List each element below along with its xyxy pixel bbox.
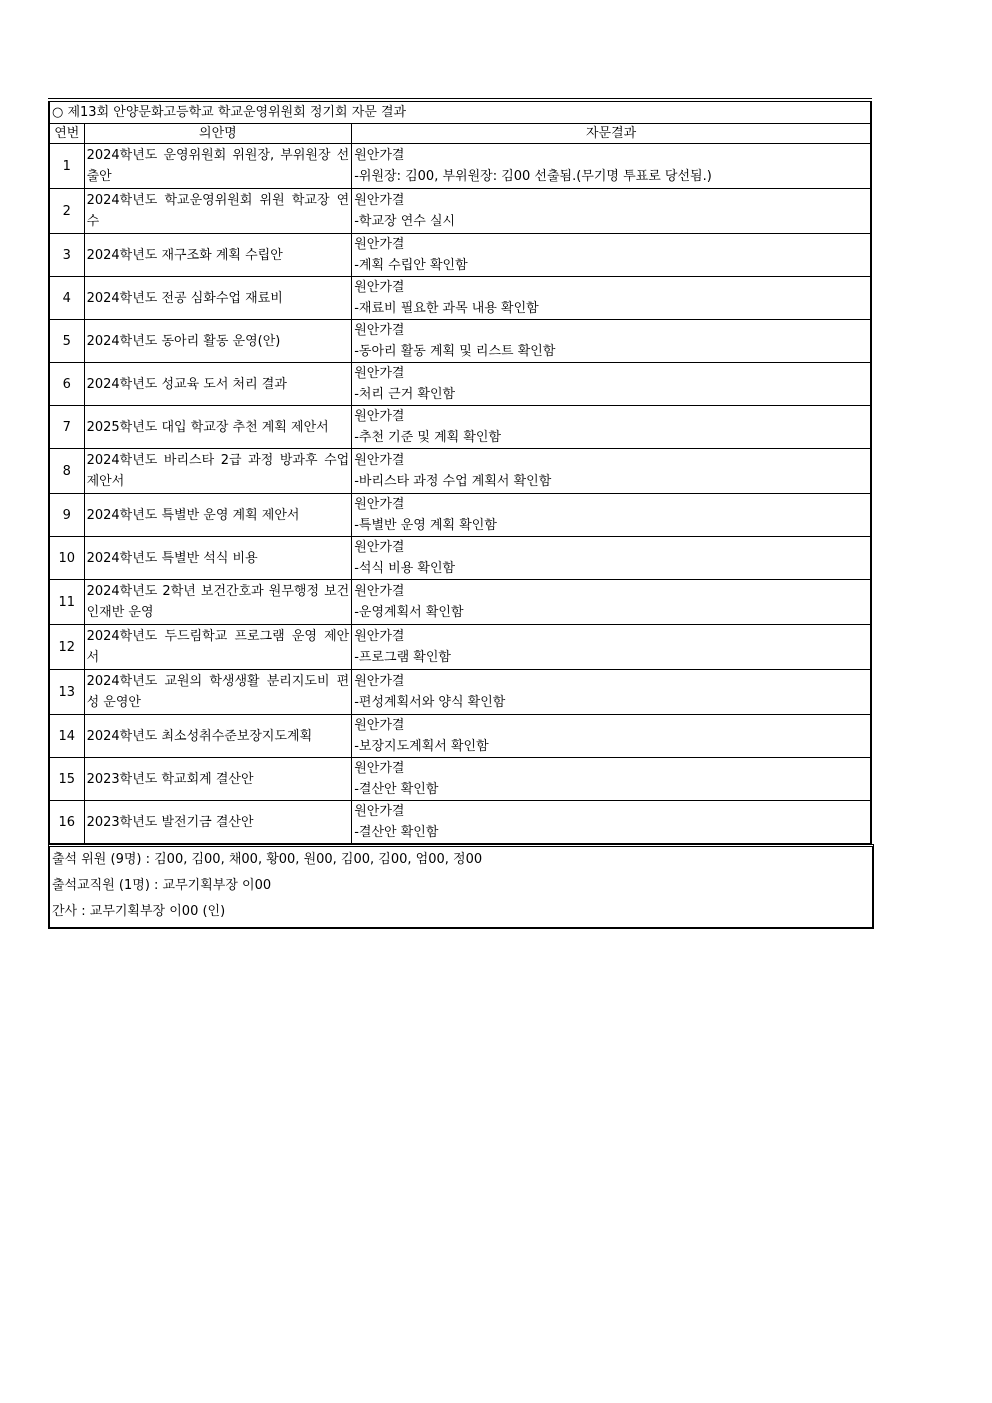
- result-verdict: 원안가결: [354, 540, 405, 555]
- result-cell: [352, 670, 871, 715]
- result-verdict: 원안가결: [354, 804, 405, 819]
- result-detail: -재료비 필요한 과목 내용 확인함: [354, 301, 539, 316]
- agenda-name: 2023학년도 학교회계 결산안: [84, 758, 352, 801]
- table-row: [49, 580, 871, 625]
- result-verdict: 원안가결: [354, 584, 405, 599]
- row-number: 9: [49, 494, 84, 537]
- result-detail: -계획 수립안 확인함: [354, 258, 468, 273]
- result-verdict: 원안가결: [354, 497, 405, 512]
- result-detail: -프로그램 확인함: [354, 650, 451, 665]
- row-number: 8: [49, 449, 84, 494]
- result-verdict: 원안가결: [354, 674, 405, 689]
- agenda-name: 2024학년도 동아리 활동 운영(안): [84, 320, 352, 363]
- result-detail: -석식 비용 확인함: [354, 561, 456, 576]
- header-num: 연번: [49, 124, 84, 144]
- agenda-name: 2024학년도 운영위원회 위원장, 부위원장 선출안: [84, 144, 352, 189]
- table-row: [49, 189, 871, 234]
- result-detail: -보장지도계획서 확인함: [354, 739, 489, 754]
- row-number: 5: [49, 320, 84, 363]
- agenda-name: 2024학년도 학교운영위원회 위원 학교장 연수: [84, 189, 352, 234]
- result-detail: -운영계획서 확인함: [354, 605, 464, 620]
- table-row: [49, 363, 871, 406]
- table-title: ○ 제13회 안양문화고등학교 학교운영위원회 정기회 자문 결과: [49, 102, 871, 124]
- result-verdict: 원안가결: [354, 366, 405, 381]
- agenda-name: 2024학년도 재구조화 계획 수립안: [84, 234, 352, 277]
- result-detail: -편성계획서와 양식 확인함: [354, 695, 506, 710]
- row-number: 3: [49, 234, 84, 277]
- table-row: [49, 234, 871, 277]
- results-table: [48, 101, 872, 844]
- agenda-name: 2024학년도 성교육 도서 처리 결과: [84, 363, 352, 406]
- agenda-name: 2025학년도 대입 학교장 추천 계획 제안서: [84, 406, 352, 449]
- agenda-name: 2024학년도 2학년 보건간호과 원무행정 보건인재반 운영: [84, 580, 352, 625]
- table-row: [49, 277, 871, 320]
- table-row: [49, 406, 871, 449]
- result-detail: -학교장 연수 실시: [354, 214, 456, 229]
- result-verdict: 원안가결: [354, 323, 405, 338]
- agenda-name: 2024학년도 특별반 석식 비용: [84, 537, 352, 580]
- result-verdict: 원안가결: [354, 409, 405, 424]
- result-cell: [352, 715, 871, 758]
- row-number: 11: [49, 580, 84, 625]
- result-cell: [352, 801, 871, 844]
- result-detail: -바리스타 과정 수업 계획서 확인함: [354, 474, 552, 489]
- result-detail: -위원장: 김00, 부위원장: 김00 선출됨.(무기명 투표로 당선됨.): [354, 169, 712, 184]
- result-verdict: 원안가결: [354, 237, 405, 252]
- agenda-name: 2024학년도 최소성취수준보장지도계획: [84, 715, 352, 758]
- result-cell: [352, 625, 871, 670]
- agenda-name: 2023학년도 발전기금 결산안: [84, 801, 352, 844]
- result-verdict: 원안가결: [354, 629, 405, 644]
- table-row: [49, 449, 871, 494]
- result-detail: -추천 기준 및 계획 확인함: [354, 430, 502, 445]
- result-detail: -동아리 활동 계획 및 리스트 확인함: [354, 344, 556, 359]
- row-number: 10: [49, 537, 84, 580]
- result-cell: [352, 277, 871, 320]
- result-detail: -결산안 확인함: [354, 782, 439, 797]
- result-detail: -처리 근거 확인함: [354, 387, 456, 402]
- row-number: 1: [49, 144, 84, 189]
- agenda-name: 2024학년도 전공 심화수업 재료비: [84, 277, 352, 320]
- agenda-name: 2024학년도 두드림학교 프로그램 운영 제안서: [84, 625, 352, 670]
- result-detail: -특별반 운영 계획 확인함: [354, 518, 497, 533]
- agenda-name: 2024학년도 바리스타 2급 과정 방과후 수업 제안서: [84, 449, 352, 494]
- result-verdict: 원안가결: [354, 193, 405, 208]
- table-row: [49, 144, 871, 189]
- result-verdict: 원안가결: [354, 761, 405, 776]
- result-cell: [352, 406, 871, 449]
- result-verdict: 원안가결: [354, 280, 405, 295]
- header-name: 의안명: [84, 124, 352, 144]
- row-number: 13: [49, 670, 84, 715]
- attendance-section: [48, 844, 874, 929]
- result-cell: [352, 449, 871, 494]
- table-row: [49, 320, 871, 363]
- result-cell: [352, 320, 871, 363]
- attendance-members: 출석 위원 (9명) : 김00, 김00, 채00, 황00, 원00, 김00, 김00, 엄00, 정00: [52, 852, 483, 867]
- result-cell: [352, 758, 871, 801]
- table-row: [49, 758, 871, 801]
- row-number: 6: [49, 363, 84, 406]
- header-row: [49, 124, 871, 144]
- result-cell: [352, 537, 871, 580]
- row-number: 12: [49, 625, 84, 670]
- table-row: [49, 537, 871, 580]
- table-row: [49, 625, 871, 670]
- result-cell: [352, 580, 871, 625]
- result-cell: [352, 234, 871, 277]
- table-row: [49, 494, 871, 537]
- result-verdict: 원안가결: [354, 718, 405, 733]
- header-result: 자문결과: [352, 124, 871, 144]
- result-cell: [352, 144, 871, 189]
- table-row: [49, 670, 871, 715]
- result-verdict: 원안가결: [354, 453, 405, 468]
- row-number: 14: [49, 715, 84, 758]
- table-row: [49, 715, 871, 758]
- secretary-line: 간사 : 교무기획부장 이00 (인): [52, 904, 226, 919]
- result-cell: [352, 363, 871, 406]
- table-row: [49, 801, 871, 844]
- row-number: 2: [49, 189, 84, 234]
- agenda-name: 2024학년도 교원의 학생생활 분리지도비 편성 운영안: [84, 670, 352, 715]
- result-cell: [352, 494, 871, 537]
- row-number: 4: [49, 277, 84, 320]
- agenda-name: 2024학년도 특별반 운영 계획 제안서: [84, 494, 352, 537]
- result-verdict: 원안가결: [354, 148, 405, 163]
- result-cell: [352, 189, 871, 234]
- row-number: 15: [49, 758, 84, 801]
- result-detail: -결산안 확인함: [354, 825, 439, 840]
- document-page: [48, 98, 872, 929]
- row-number: 16: [49, 801, 84, 844]
- attendance-staff: 출석교직원 (1명) : 교무기획부장 이00: [52, 878, 272, 893]
- row-number: 7: [49, 406, 84, 449]
